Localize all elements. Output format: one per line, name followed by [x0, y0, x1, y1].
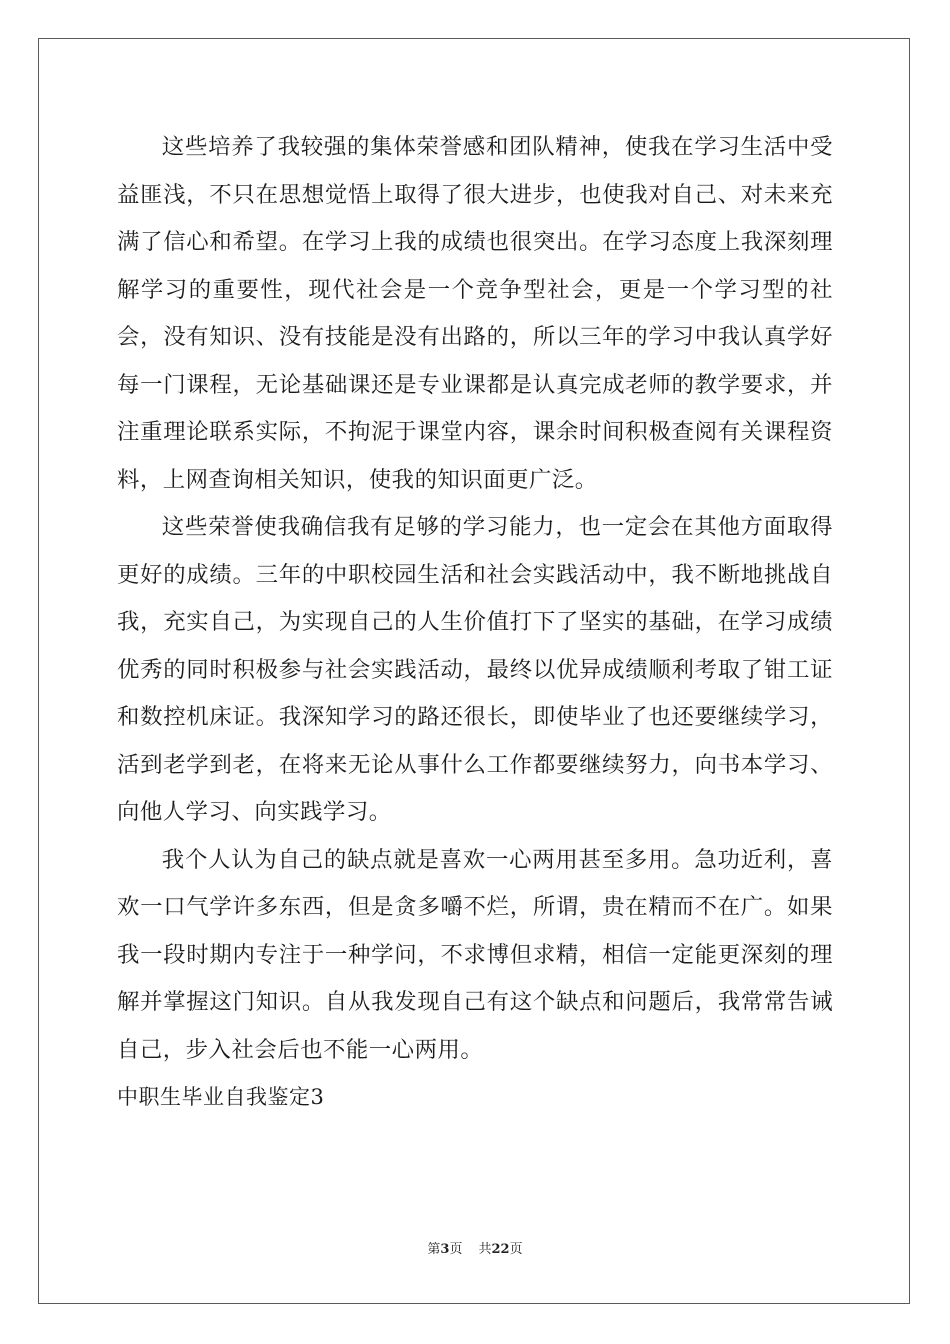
paragraph-2: 这些荣誉使我确信我有足够的学习能力，也一定会在其他方面取得更好的成绩。三年的中职校园生活和社会实践活动中，我不断地挑战自我，充实自己，为实现自己的人生价值打下了坚实的基础，在学习成绩优秀的同时积极参与社会实践活动，最终以优异成绩顺利考取了钳工证和数控机床证。我深知学习的路还很长，即使毕业了也还要继续学习，活到老学到老，在将来无论从事什么工作都要继续努力，向书本学习、向他人学习、向实践学习。 — [117, 514, 833, 825]
section-heading: 中职生毕业自我鉴定3 — [117, 1085, 325, 1109]
document-body — [117, 124, 833, 1122]
page-current: 3 — [440, 1242, 450, 1257]
total-prefix: 共 — [478, 1242, 492, 1257]
page-prefix: 第 — [427, 1242, 441, 1257]
paragraph-3: 我个人认为自己的缺点就是喜欢一心两用甚至多用。急功近利，喜欢一口气学许多东西，但是贪多嚼不烂，所谓，贵在精而不在广。如果我一段时期内专注于一种学问，不求博但求精，相信一定能更深刻的理解并掌握这门知识。自从我发现自己有这个缺点和问题后，我常常告诫自己，步入社会后也不能一心两用。 — [117, 846, 833, 1063]
total-unit: 页 — [509, 1242, 523, 1257]
page-unit: 页 — [449, 1242, 463, 1257]
paragraph-1: 这些培养了我较强的集体荣誉感和团队精神，使我在学习生活中受益匪浅，不只在思想觉悟上取得了很大进步，也使我对自己、对未来充满了信心和希望。在学习上我的成绩也很突出。在学习态度上我深刻理解学习的重要性，现代社会是一个竞争型社会，更是一个学习型的社会，没有知识、没有技能是没有出路的，所以三年的学习中我认真学好每一门课程，无论基础课还是专业课都是认真完成老师的教学要求，并注重理论联系实际，不拘泥于课堂内容，课余时间积极查阅有关课程资料，上网查询相关知识，使我的知识面更广泛。 — [117, 134, 833, 493]
page-footer — [0, 1240, 950, 1260]
page-total: 22 — [491, 1242, 510, 1257]
